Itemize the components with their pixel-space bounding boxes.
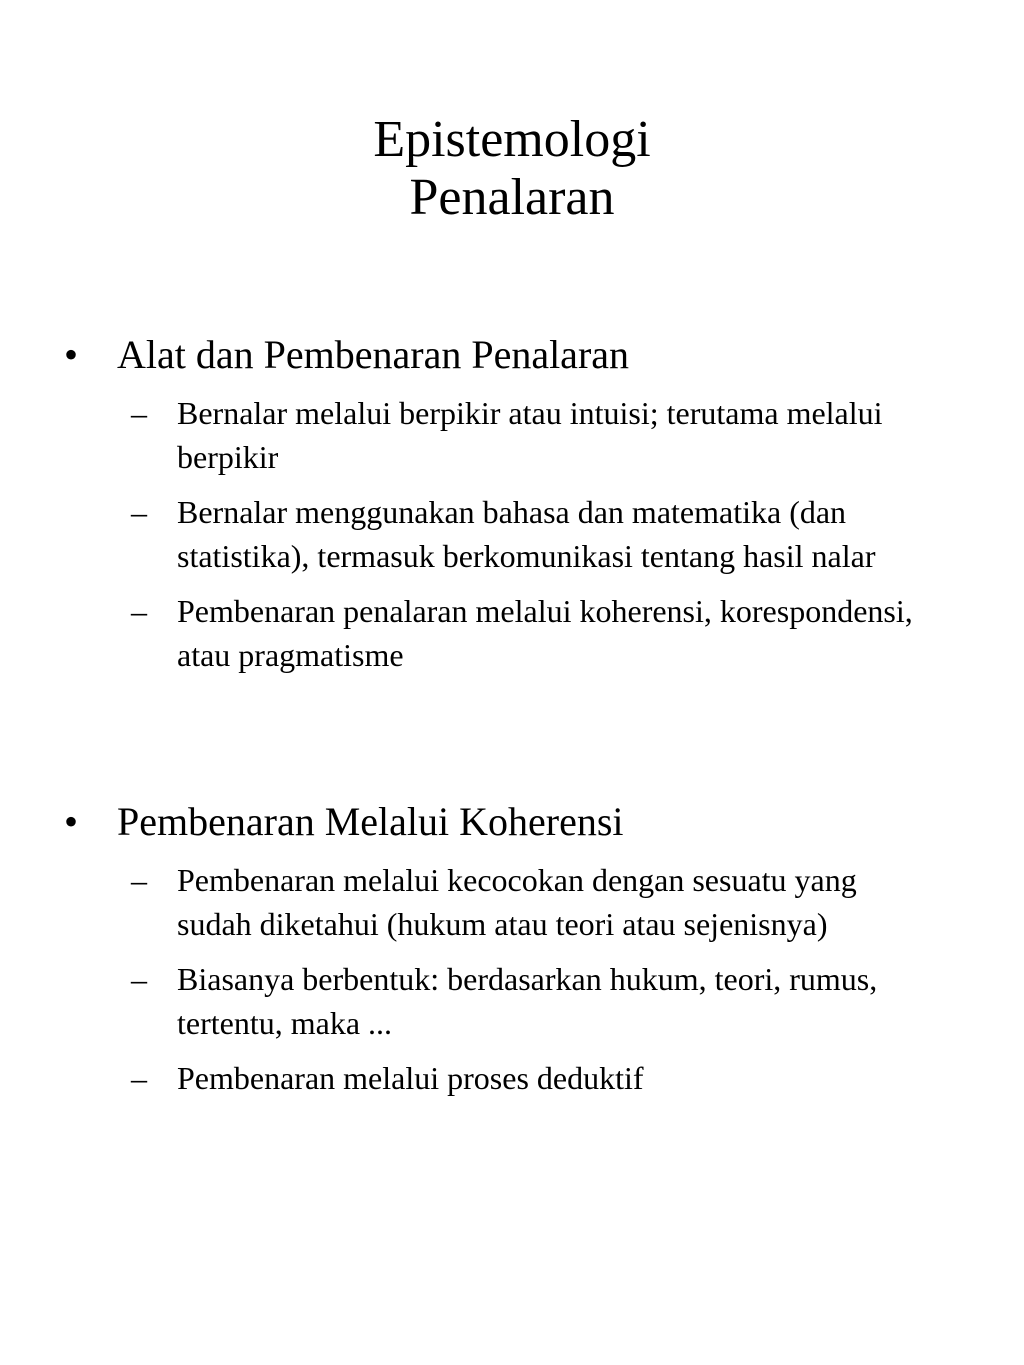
sub-item <box>0 858 1024 946</box>
bullet-heading <box>0 798 1024 846</box>
bullet-heading-text: Alat dan Pembenaran Penalaran <box>117 332 630 377</box>
dash-marker: – <box>131 494 147 530</box>
bullet-heading-text: Pembenaran Melalui Koherensi <box>117 799 624 844</box>
sub-item-text: Pembenaran penalaran melalui koherensi, korespondensi, atau pragmatisme <box>177 593 913 673</box>
sub-item-text: Bernalar menggunakan bahasa dan matematika (dan statistika), termasuk berkomunikasi tentang hasil nalar <box>177 494 876 574</box>
dash-marker: – <box>131 395 147 431</box>
bullet-marker: • <box>64 799 79 844</box>
section-pembenaran-koherensi <box>0 798 1024 1100</box>
sub-item <box>0 957 1024 1045</box>
sub-item-text: Biasanya berbentuk: berdasarkan hukum, teori, rumus, tertentu, maka ... <box>177 961 878 1041</box>
section-alat-dan-pembenaran <box>0 331 1024 677</box>
title-line-2: Penalaran <box>409 169 615 226</box>
dash-marker: – <box>131 862 147 898</box>
sub-item <box>0 490 1024 578</box>
bullet-heading <box>0 331 1024 379</box>
sub-item <box>0 589 1024 677</box>
sub-item-text: Bernalar melalui berpikir atau intuisi; terutama melalui berpikir <box>177 395 883 475</box>
sub-item <box>0 391 1024 479</box>
dash-marker: – <box>131 1060 147 1096</box>
dash-marker: – <box>131 961 147 997</box>
slide-title <box>0 111 1024 227</box>
title-line-1: Epistemologi <box>373 111 651 168</box>
sub-item <box>0 1056 1024 1100</box>
sub-item-text: Pembenaran melalui kecocokan dengan sesuatu yang sudah diketahui (hukum atau teori atau sejenisnya) <box>177 862 857 942</box>
sub-item-text: Pembenaran melalui proses deduktif <box>177 1060 644 1096</box>
sub-list <box>0 858 1024 1100</box>
sub-list <box>0 391 1024 677</box>
bullet-marker: • <box>64 332 79 377</box>
dash-marker: – <box>131 593 147 629</box>
